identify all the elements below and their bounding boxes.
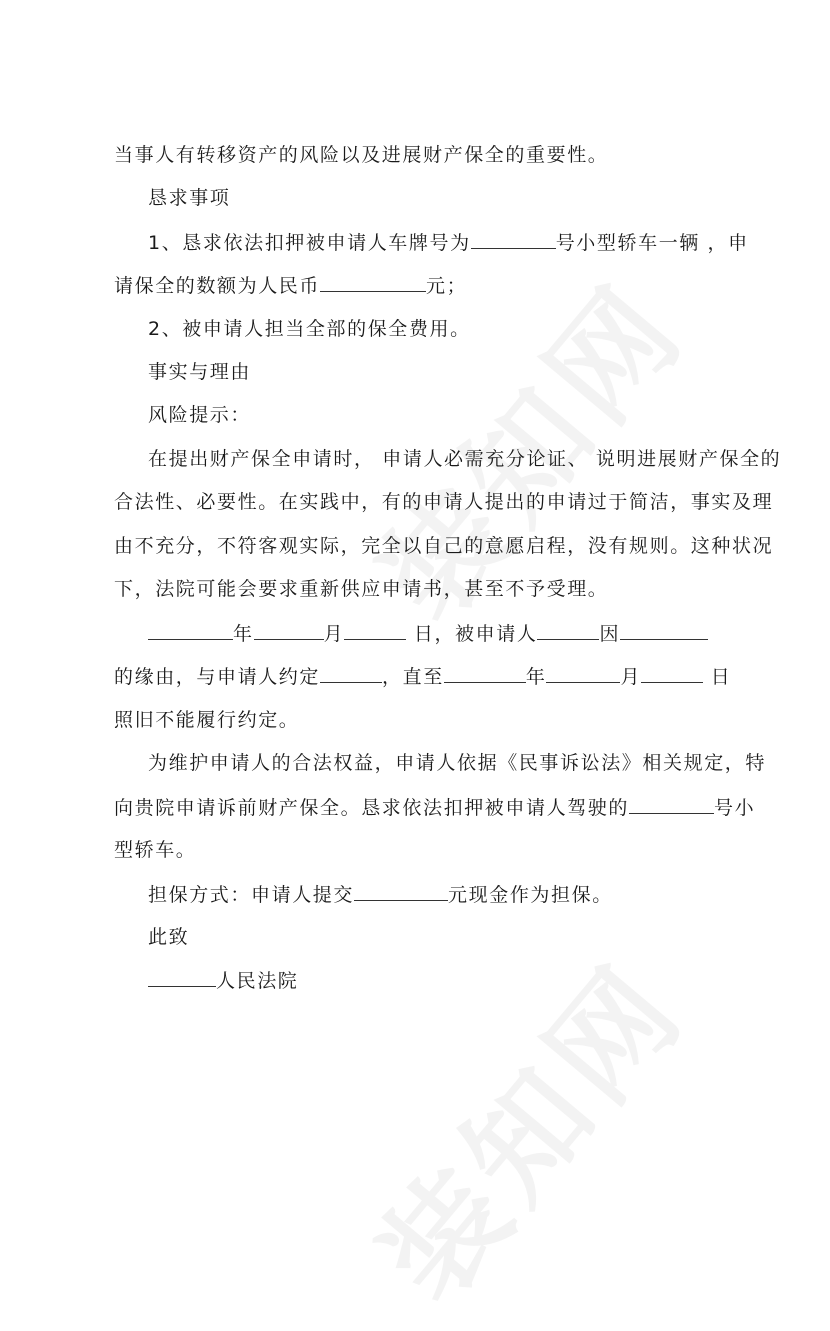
request-item-1: 1、恳求依法扣押被申请人车牌号为 号小型轿车一辆 ，申	[148, 232, 749, 254]
request-item-2: 2、被申请人担当全部的保全费用。	[148, 318, 471, 340]
risk-paragraph: 在提出财产保全申请时， 申请人必需充分论证、 说明进展财产保全的	[148, 448, 782, 470]
agreement-blank	[320, 664, 382, 683]
request-item-1-cont: 请保全的数额为人民币 元；	[114, 275, 468, 297]
respondent-blank	[537, 621, 599, 640]
amount-blank	[320, 273, 426, 292]
intro-paragraph: 当事人有转移资产的风险以及进展财产保全的重要性。	[114, 144, 609, 166]
facts-heading: 事实与理由	[148, 361, 252, 383]
court-name-blank	[148, 968, 216, 987]
court-line: 人民法院	[148, 968, 298, 993]
request-heading: 恳求事项	[148, 187, 231, 209]
month-blank	[254, 621, 324, 640]
risk-paragraph-line: 合法性、必要性。在实践中，有的申请人提出的申请过于简洁，事实及理	[114, 491, 774, 513]
month-blank	[546, 664, 620, 683]
protect-paragraph: 为维护申请人的合法权益，申请人依据《民事诉讼法》相关规定，特	[148, 752, 767, 774]
protect-paragraph-line: 向贵院申请诉前财产保全。恳求依法扣押被申请人驾驶的 号小	[114, 797, 756, 819]
protect-paragraph-line: 型轿车。	[114, 839, 197, 861]
risk-paragraph-line: 由不充分，不符客观实际，完全以自己的意愿启程，没有规则。这种状况	[114, 535, 774, 557]
risk-heading: 风险提示：	[148, 404, 252, 426]
year-blank	[148, 621, 233, 640]
cause-blank	[620, 621, 708, 640]
year-blank	[444, 664, 526, 683]
day-blank	[344, 621, 406, 640]
reason-line: 的缘由，与申请人约定 ，直至 年 月 日	[114, 666, 732, 688]
salutation: 此致	[148, 926, 190, 948]
plate-number-blank	[629, 795, 714, 814]
watermark	[334, 921, 716, 1330]
risk-paragraph-line: 下，法院可能会要求重新供应申请书，甚至不予受理。	[114, 578, 609, 600]
guarantee-line: 担保方式：申请人提交 元现金作为担保。	[148, 884, 613, 906]
day-blank	[641, 664, 703, 683]
date-line: 年 月 日，被申请人 因	[148, 621, 708, 646]
still-line: 照旧不能履行约定。	[114, 709, 300, 731]
cash-blank	[354, 882, 448, 901]
plate-number-blank	[471, 230, 556, 249]
